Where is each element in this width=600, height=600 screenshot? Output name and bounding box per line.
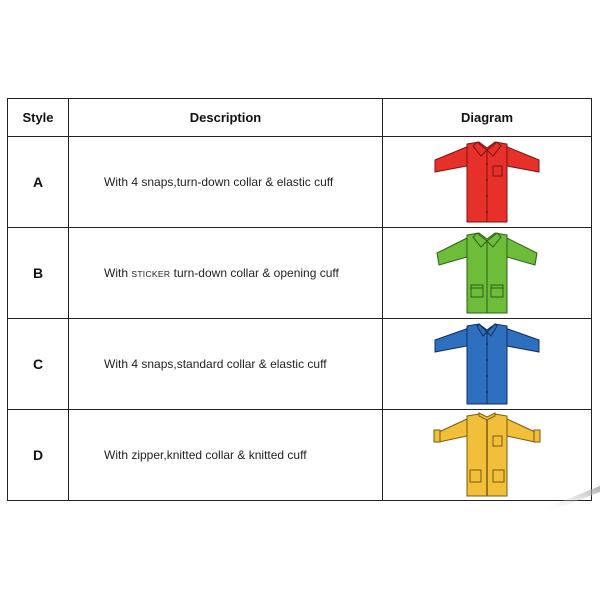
- yellow-lab-coat-icon: [431, 412, 543, 498]
- table-row-a: [8, 137, 592, 228]
- green-lab-coat-icon: [431, 231, 543, 315]
- description-b-suffix: turn-down collar & opening cuff: [170, 266, 339, 280]
- table-header-row: [8, 99, 592, 137]
- table-row-b: [8, 228, 592, 319]
- blue-lab-coat-icon: [431, 322, 543, 406]
- garment-style-table-wrapper: [7, 98, 591, 500]
- page-curl-shadow-icon: [540, 482, 600, 512]
- garment-style-table: [7, 98, 592, 501]
- description-b-prefix: With: [104, 266, 132, 280]
- diagram-cell-b: [383, 228, 592, 319]
- table-row-c: [8, 319, 592, 410]
- description-b-sticker: STICKER: [131, 269, 171, 279]
- diagram-cell-c: [383, 319, 592, 410]
- red-lab-coat-icon: [431, 140, 543, 224]
- header-diagram: Diagram: [383, 99, 592, 137]
- style-label-d: D: [8, 410, 69, 501]
- description-c: With 4 snaps,standard collar & elastic cuff: [69, 319, 383, 410]
- style-label-a: A: [8, 137, 69, 228]
- header-description: Description: [69, 99, 383, 137]
- table-row-d: [8, 410, 592, 501]
- style-label-c: C: [8, 319, 69, 410]
- description-b: [69, 228, 383, 319]
- description-d: With zipper,knitted collar & knitted cuff: [69, 410, 383, 501]
- diagram-cell-a: [383, 137, 592, 228]
- header-style: Style: [8, 99, 69, 137]
- description-a: With 4 snaps,turn-down collar & elastic cuff: [69, 137, 383, 228]
- style-label-b: B: [8, 228, 69, 319]
